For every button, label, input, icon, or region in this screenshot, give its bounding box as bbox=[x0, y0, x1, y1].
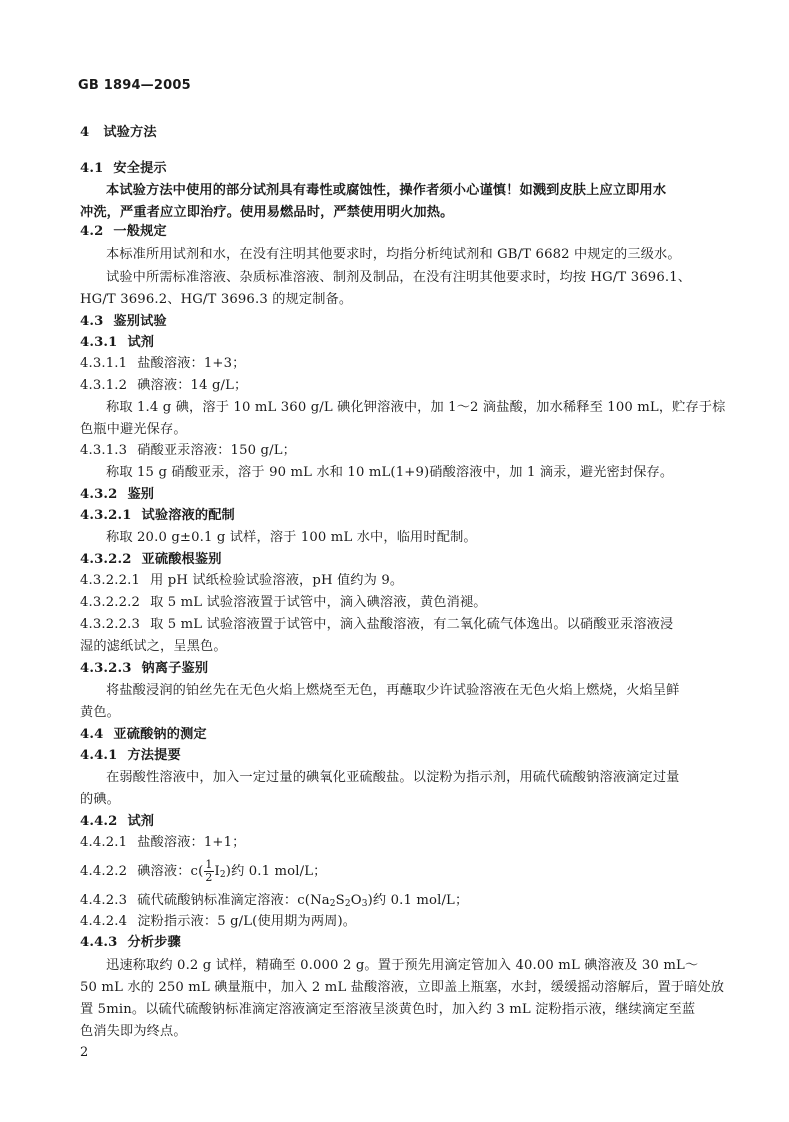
paragraph-line: 将盐酸浸润的铂丝先在无色火焰上燃烧至无色，再蘸取少许试验溶液在无色火焰上燃烧，火焰呈鲜 bbox=[106, 683, 680, 698]
clause-4-4-2-2: 4.4.2.2 碘溶液：c( $\frac{1}{2}$ $I_2$)约 0.1 mol/L； bbox=[80, 858, 327, 884]
paragraph-line: 称取 15 g 硝酸亚汞，溶于 90 mL 水和 10 mL(1+9)硝酸溶液中，加 1 滴汞，避光密封保存。 bbox=[106, 465, 674, 480]
section-heading-4-4-2: 4.4.2 试剂 bbox=[80, 814, 155, 829]
paragraph-line: 冲洗，严重者应立即治疗。使用易燃品时，严禁使用明火加热。 bbox=[80, 205, 454, 220]
paragraph-line: HG/T 3696.2、HG/T 3696.3 的规定制备。 bbox=[80, 292, 353, 307]
paragraph-line: 色消失即为终点。 bbox=[80, 1024, 187, 1039]
paragraph-line: 色瓶中避光保存。 bbox=[80, 422, 187, 437]
clause-4-4-2-4: 4.4.2.4 淀粉指示液：5 g/L(使用期为两周)。 bbox=[80, 914, 357, 929]
paragraph-line: 迅速称取约 0.2 g 试样，精确至 0.000 2 g。置于预先用滴定管加入 40.00 mL 碘溶液及 30 mL～ bbox=[106, 958, 699, 973]
paragraph-line: 的碘。 bbox=[80, 792, 121, 807]
section-heading-4-3-2: 4.3.2 鉴别 bbox=[80, 487, 155, 502]
clause-4-3-2-2-1: 4.3.2.2.1 用 pH 试纸检验试验溶液，pH 值约为 9。 bbox=[80, 573, 404, 588]
clause-4-3-1-3: 4.3.1.3 硝酸亚汞溶液：150 g/L； bbox=[80, 443, 296, 458]
clause-4-3-1-1: 4.3.1.1 盐酸溶液：1+3； bbox=[80, 356, 246, 371]
section-heading-4-4-3: 4.4.3 分析步骤 bbox=[80, 935, 181, 950]
clause-4-3-2-2-2: 4.3.2.2.2 取 5 mL 试验溶液置于试管中，滴入碘溶液，黄色消褪。 bbox=[80, 595, 487, 610]
page-number: 2 bbox=[80, 1045, 89, 1060]
section-heading-4-3-1: 4.3.1 试剂 bbox=[80, 335, 155, 350]
section-heading-4: 4 试验方法 bbox=[80, 125, 157, 140]
paragraph-line: 置 5min。以硫代硫酸钠标准滴定溶液滴定至溶液呈淡黄色时，加入约 3 mL 淀粉指示液，继续滴定至蓝 bbox=[80, 1002, 696, 1017]
document-id-header: GB 1894—2005 bbox=[78, 78, 191, 93]
section-heading-4-3-2-1: 4.3.2.1 试验溶液的配制 bbox=[80, 508, 235, 523]
section-heading-4-3: 4.3 鉴别试验 bbox=[80, 314, 167, 329]
paragraph-line: 在弱酸性溶液中，加入一定过量的碘氧化亚硫酸盐。以淀粉为指示剂，用硫代硫酸钠溶液滴定过量 bbox=[106, 770, 680, 785]
paragraph-line: 湿的滤纸试之，呈黑色。 bbox=[80, 639, 227, 654]
section-heading-4-2: 4.2 一般规定 bbox=[80, 224, 167, 239]
section-heading-4-3-2-3: 4.3.2.3 钠离子鉴别 bbox=[80, 661, 209, 676]
paragraph-line: 本试验方法中使用的部分试剂具有毒性或腐蚀性，操作者须小心谨慎！如溅到皮肤上应立即用水 bbox=[106, 183, 667, 198]
paragraph-line: 称取 20.0 g±0.1 g 试样，溶于 100 mL 水中，临用时配制。 bbox=[106, 530, 477, 545]
section-heading-4-3-2-2: 4.3.2.2 亚硫酸根鉴别 bbox=[80, 552, 222, 567]
paragraph-line: 本标准所用试剂和水，在没有注明其他要求时，均指分析纯试剂和 GB/T 6682 中规定的三级水。 bbox=[106, 247, 681, 262]
section-heading-4-4-1: 4.4.1 方法提要 bbox=[80, 748, 181, 763]
fraction-one-half: $\frac{1}{2}$ bbox=[205, 858, 213, 884]
paragraph-line: 称取 1.4 g 碘，溶于 10 mL 360 g/L 碘化钾溶液中，加 1～2 滴盐酸，加水稀释至 100 mL，贮存于棕 bbox=[106, 400, 726, 415]
clause-4-4-2-3: 4.4.2.3 硫代硫酸钠标准滴定溶液：$c(Na_2S_2O_3)$约 0.1 mol/L； bbox=[80, 893, 469, 909]
paragraph-line: 黄色。 bbox=[80, 705, 121, 720]
paragraph-line: 50 mL 水的 250 mL 碘量瓶中，加入 2 mL 盐酸溶液，立即盖上瓶塞，水封，缓缓摇动溶解后，置于暗处放 bbox=[80, 980, 725, 995]
clause-4-3-1-2: 4.3.1.2 碘溶液：14 g/L； bbox=[80, 378, 248, 393]
clause-4-3-2-2-3: 4.3.2.2.3 取 5 mL 试验溶液置于试管中，滴入盐酸溶液，有二氧化硫气体逸出。以硝酸亚汞溶液浸 bbox=[80, 617, 674, 632]
section-heading-4-1: 4.1 安全提示 bbox=[80, 161, 167, 176]
clause-4-4-2-1: 4.4.2.1 盐酸溶液：1+1； bbox=[80, 835, 246, 850]
paragraph-line: 试验中所需标准溶液、杂质标准溶液、制剂及制品，在没有注明其他要求时，均按 HG/T 3696.1、 bbox=[106, 270, 692, 285]
section-heading-4-4: 4.4 亚硫酸钠的测定 bbox=[80, 727, 207, 742]
